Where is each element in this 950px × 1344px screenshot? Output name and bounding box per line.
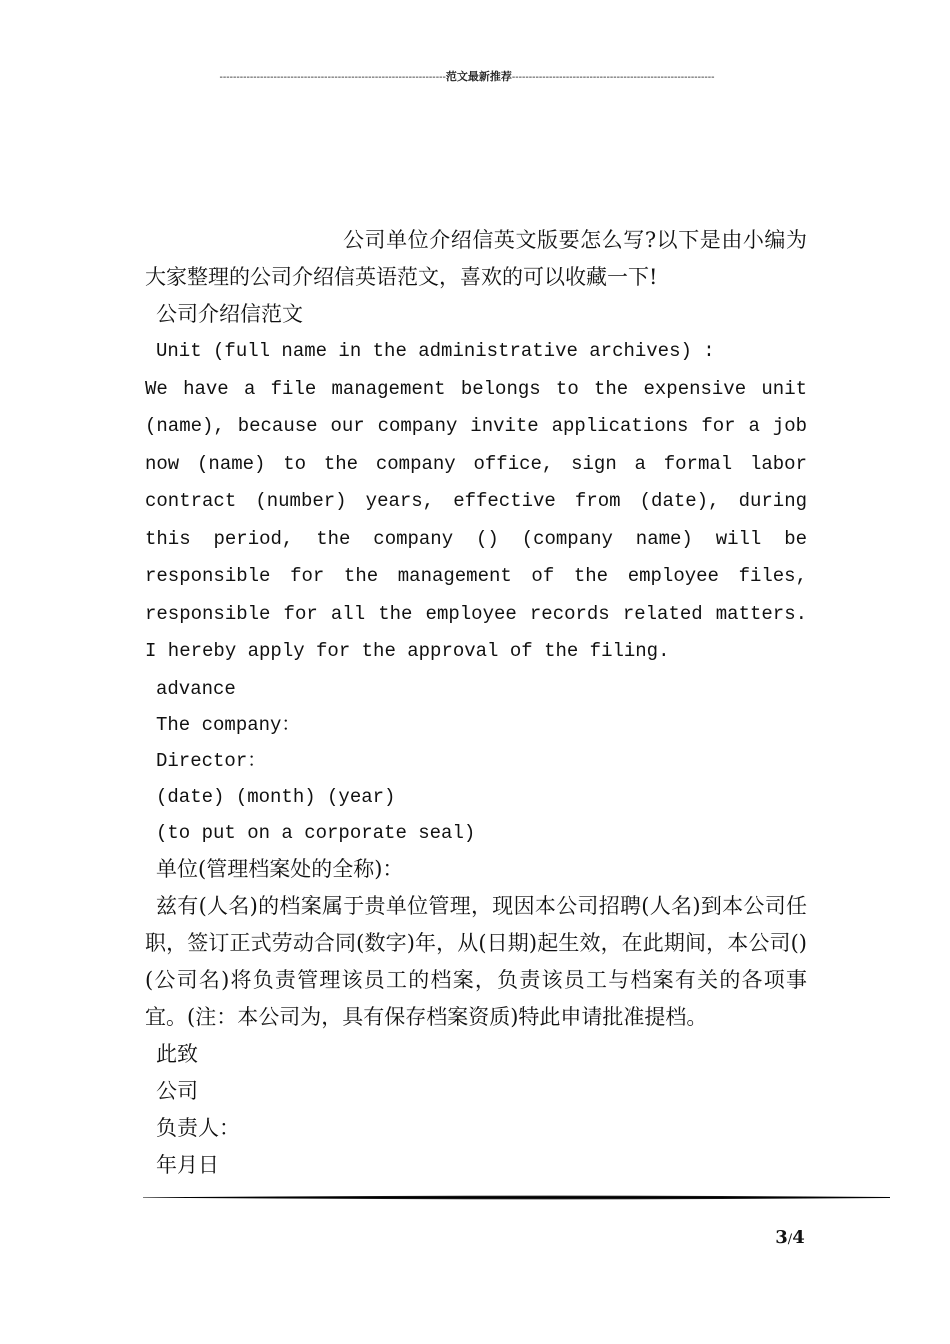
chinese-company-line: 公司: [156, 1078, 198, 1103]
chinese-body-paragraph: 兹有(人名)的档案属于贵单位管理，现因本公司招聘(人名)到本公司任职，签订正式劳动合同(数字)年，从(日期)起生效，在此期间，本公司()(公司名)将负责管理该员工的档案，负责该员工与档案有关的各项事宜。(注：本公司为，具有保存档案资质)特此申请批准提档。: [145, 893, 807, 1029]
page-total: 4: [792, 1227, 805, 1248]
intro-paragraph: 公司单位介绍信英文版要怎么写?以下是由小编为大家整理的公司介绍信英语范文，喜欢的可以收藏一下!: [145, 228, 807, 289]
chinese-date-line: 年月日: [156, 1152, 219, 1177]
header-title: 范文最新推荐: [445, 70, 512, 83]
page-number: [760, 1227, 820, 1248]
english-seal-line: (to put on a corporate seal): [156, 821, 476, 844]
page-current: 3: [775, 1227, 788, 1248]
header-right-dashes: ------------------------------------------------------------: [511, 72, 715, 83]
page-separator: /: [787, 1232, 793, 1247]
page-header: [143, 68, 791, 84]
english-director-line: Director：: [156, 749, 267, 772]
footer-divider: [143, 1195, 890, 1200]
section-title: 公司介绍信范文: [156, 302, 303, 326]
english-closing: advance: [156, 677, 236, 700]
chinese-salutation: 单位(管理档案处的全称)：: [156, 856, 404, 881]
header-left-dashes: -------------------------------------------------------------------: [219, 72, 446, 83]
english-date-line: (date) (month) (year): [156, 785, 396, 808]
english-body-paragraph: We have a file management belongs to the expensive unit (name), because our company invite applications for a job now (name) to the company office, sign a formal labor contract (number) years, effective from (date), during this period, the company () (company name) will be responsible for the management of the employee files, responsible for all the employee records related matters. I hereby apply for the approval of the filing.: [145, 377, 807, 662]
english-company-line: The company：: [156, 713, 301, 736]
document-body: [145, 222, 807, 1184]
chinese-closing: 此致: [156, 1041, 198, 1066]
english-salutation: Unit (full name in the administrative archives) :: [156, 340, 715, 362]
chinese-director-line: 负责人：: [156, 1115, 240, 1140]
